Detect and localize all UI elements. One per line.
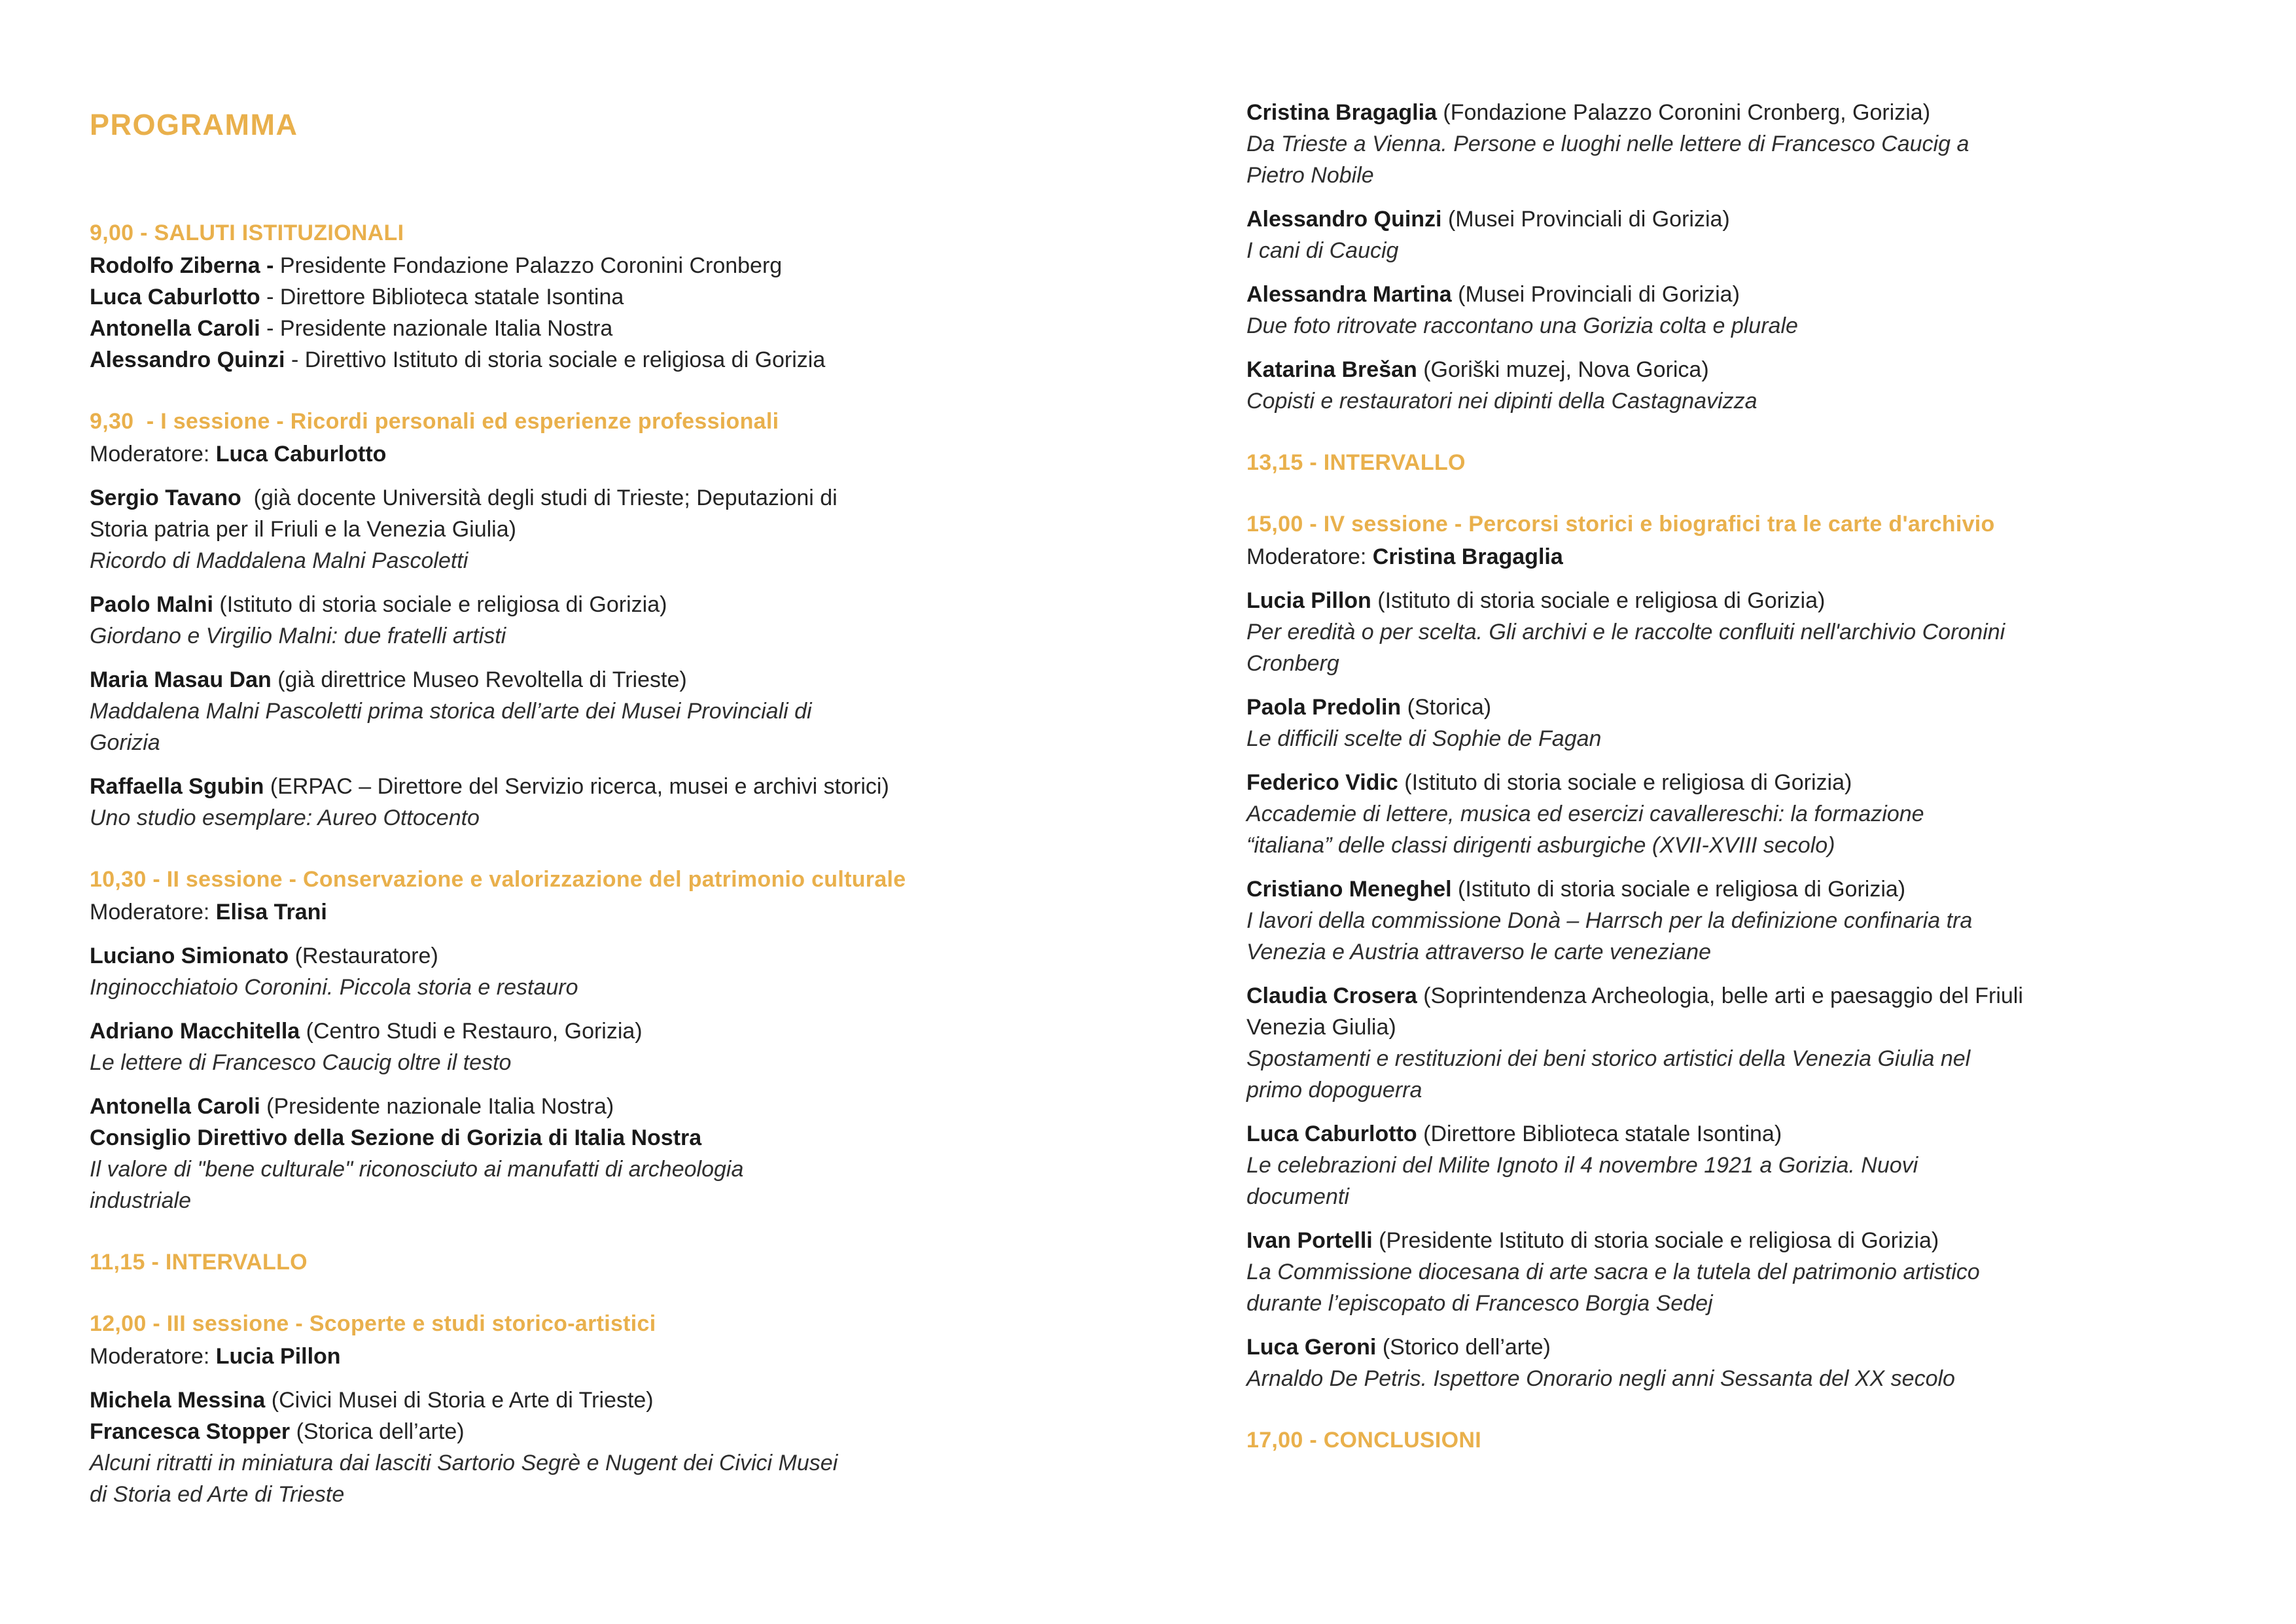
text-line [90, 1122, 1143, 1154]
speaker-name: Antonella Caroli [90, 316, 260, 341]
text-line [90, 727, 1143, 758]
affiliation-text: (ERPAC – Direttore del Servizio ricerca, musei e archivi storici) [264, 774, 889, 799]
greetings-list [90, 250, 1143, 376]
speaker-name: Alessandro Quinzi [1246, 207, 1442, 232]
text-line [1246, 310, 2296, 342]
moderator-name: Luca Caburlotto [215, 442, 387, 467]
talk-title: documenti [1246, 1184, 1349, 1209]
affiliation-text: (Istituto di storia sociale e religiosa di Gorizia) [1451, 877, 1906, 902]
speaker-name: Luca Geroni [1246, 1335, 1377, 1360]
text-line [1246, 616, 2296, 648]
session-label: 15,00 - IV sessione - Percorsi storici e biografici tra le carte d'archivio [1246, 512, 1995, 537]
speaker-entry [90, 664, 1143, 758]
text-line [90, 281, 1143, 313]
affiliation-text: Venezia Giulia) [1246, 1015, 1396, 1040]
speaker-name: Lucia Pillon [1246, 588, 1371, 613]
speaker-entry [90, 482, 1143, 576]
speaker-entry [1246, 1118, 2296, 1212]
text-line [90, 802, 1143, 834]
text-line [90, 1091, 1143, 1122]
text-line [1246, 980, 2296, 1012]
text-line [1246, 128, 2296, 160]
affiliation-text: (Storico dell’arte) [1376, 1335, 1551, 1360]
text-line [1246, 235, 2296, 266]
talk-title: Da Trieste a Vienna. Persone e luoghi nelle lettere di Francesco Caucig a [1246, 132, 1969, 156]
text-line [1246, 1074, 2296, 1106]
text-line [90, 1154, 1143, 1185]
affiliation-text: (Musei Provinciali di Gorizia) [1441, 207, 1730, 232]
affiliation-text: (Presidente Istituto di storia sociale e religiosa di Gorizia) [1372, 1228, 1939, 1253]
session-header [1246, 1424, 2296, 1456]
speaker-name: Francesca Stopper [90, 1419, 291, 1444]
session-label: 9,30 - I sessione - Ricordi personali ed esperienze professionali [90, 409, 779, 434]
moderator-line [1246, 541, 2296, 573]
talk-title: Le lettere di Francesco Caucig oltre il testo [90, 1050, 512, 1075]
text-line [1246, 541, 2296, 573]
text-line [90, 313, 1143, 344]
affiliation-text: - Presidente nazionale Italia Nostra [260, 316, 613, 341]
text-line [1246, 279, 2296, 310]
moderator-line [90, 438, 1143, 470]
text-line [90, 1185, 1143, 1216]
affiliation-text: (Soprintendenza Archeologia, belle arti e paesaggio del Friuli [1417, 983, 2023, 1008]
speaker-entry [1246, 1225, 2296, 1319]
text-line [90, 972, 1143, 1003]
text-line [1246, 1256, 2296, 1288]
speaker-name: Cristina Bragaglia [1246, 100, 1437, 125]
speaker-name: Antonella Caroli [90, 1094, 260, 1119]
affiliation-text: (Restauratore) [289, 944, 438, 968]
speaker-name: Cristiano Meneghel [1246, 877, 1452, 902]
talk-title: Il valore di "bene culturale" riconosciuto ai manufatti di archeologia [90, 1157, 744, 1182]
text-line [1246, 585, 2296, 616]
speaker-name: Luca Caburlotto [90, 285, 260, 309]
page-title: PROGRAMMA [90, 108, 298, 141]
moderator-name: Lucia Pillon [215, 1344, 341, 1369]
speaker-entry [90, 1385, 1143, 1510]
moderator-label: Moderatore: [90, 1344, 216, 1369]
speaker-name: Maria Masau Dan [90, 667, 272, 692]
text-line [90, 940, 1143, 972]
talk-title: I cani di Caucig [1246, 238, 1399, 263]
affiliation-text: Presidente Fondazione Palazzo Coronini Cronberg [279, 253, 783, 278]
speaker-name: Katarina Brešan [1246, 357, 1417, 382]
speaker-entry [1246, 203, 2296, 266]
speaker-entry [1246, 279, 2296, 342]
text-line [90, 664, 1143, 696]
talk-title: Per eredità o per scelta. Gli archivi e le raccolte confluiti nell'archivio Coronini [1246, 620, 2005, 644]
text-line [1246, 767, 2296, 798]
text-line [1246, 1424, 2296, 1456]
affiliation-text: (Fondazione Palazzo Coronini Cronberg, Gorizia) [1436, 100, 1931, 125]
session-label: 13,15 - INTERVALLO [1246, 450, 1466, 475]
text-line [1246, 874, 2296, 905]
affiliation-text: (Storica dell’arte) [290, 1419, 465, 1444]
text-line [90, 1308, 1143, 1339]
text-line [90, 896, 1143, 928]
talk-title: Le celebrazioni del Milite Ignoto il 4 novembre 1921 a Gorizia. Nuovi [1246, 1153, 1918, 1178]
talk-title: primo dopoguerra [1246, 1078, 1422, 1103]
text-line [90, 864, 1143, 895]
moderator-line [90, 1341, 1143, 1372]
text-line [1246, 798, 2296, 830]
session-header [90, 406, 1143, 437]
text-line [90, 545, 1143, 576]
talk-title: Uno studio esemplare: Aureo Ottocento [90, 805, 480, 830]
text-line [1246, 1363, 2296, 1394]
session-header [90, 1246, 1143, 1278]
speaker-name: Adriano Macchitella [90, 1019, 300, 1044]
session-label: 12,00 - III sessione - Scoperte e studi storico-artistici [90, 1311, 656, 1336]
session-header [1246, 447, 2296, 478]
moderator-name: Cristina Bragaglia [1372, 544, 1563, 569]
moderator-label: Moderatore: [90, 442, 216, 467]
program-column-right [1246, 97, 2296, 1456]
affiliation-text: Storia patria per il Friuli e la Venezia Giulia) [90, 517, 516, 542]
session-header [90, 864, 1143, 895]
text-line [1246, 508, 2296, 540]
session-label: 9,00 - SALUTI ISTITUZIONALI [90, 221, 404, 245]
text-line [90, 1447, 1143, 1479]
text-line [90, 1246, 1143, 1278]
affiliation-text: (Presidente nazionale Italia Nostra) [260, 1094, 614, 1119]
speaker-entry [1246, 980, 2296, 1106]
talk-title: durante l’episcopato di Francesco Borgia Sedej [1246, 1291, 1713, 1316]
talk-title: Le difficili scelte di Sophie de Fagan [1246, 726, 1602, 751]
text-line [1246, 385, 2296, 417]
text-line [90, 1047, 1143, 1078]
affiliation-text: (Istituto di storia sociale e religiosa di Gorizia) [1398, 770, 1852, 795]
affiliation-text: (Istituto di storia sociale e religiosa di Gorizia) [213, 592, 667, 617]
moderator-label: Moderatore: [1246, 544, 1373, 569]
session-label: 17,00 - CONCLUSIONI [1246, 1428, 1481, 1453]
talk-title: Maddalena Malni Pascoletti prima storica dell’arte dei Musei Provinciali di [90, 699, 812, 724]
talk-title: I lavori della commissione Donà – Harrsch per la definizione confinaria tra [1246, 908, 1973, 933]
text-line [90, 1385, 1143, 1416]
speaker-entry [1246, 354, 2296, 417]
text-line [1246, 830, 2296, 861]
text-line [1246, 354, 2296, 385]
speaker-entry [90, 1015, 1143, 1078]
talk-title: Cronberg [1246, 651, 1339, 676]
speaker-entry [90, 771, 1143, 834]
affiliation-text: (Centro Studi e Restauro, Gorizia) [300, 1019, 643, 1044]
text-line [90, 482, 1143, 514]
session-label: 11,15 - INTERVALLO [90, 1250, 308, 1275]
text-line [1246, 648, 2296, 679]
speaker-entry [1246, 874, 2296, 968]
text-line [90, 514, 1143, 545]
talk-title: industriale [90, 1188, 191, 1213]
speaker-name: Sergio Tavano [90, 485, 241, 510]
speaker-name: Alessandro Quinzi [90, 347, 285, 372]
speaker-entry [1246, 692, 2296, 754]
text-line [1246, 160, 2296, 191]
talk-title: “italiana” delle classi dirigenti asburgiche (XVII-XVIII secolo) [1246, 833, 1835, 858]
text-line [90, 620, 1143, 652]
text-line [90, 1479, 1143, 1510]
speaker-entry [1246, 767, 2296, 861]
affiliation-text: (Direttore Biblioteca statale Isontina) [1417, 1121, 1782, 1146]
affiliation-text: (già docente Università degli studi di Trieste; Deputazioni di [241, 485, 838, 510]
talk-title: Due foto ritrovate raccontano una Gorizia colta e plurale [1246, 313, 1798, 338]
text-line [90, 1015, 1143, 1047]
affiliation-text: (Civici Musei di Storia e Arte di Trieste) [265, 1388, 654, 1413]
moderator-label: Moderatore: [90, 900, 216, 925]
speaker-entry [1246, 1332, 2296, 1394]
speaker-name: Rodolfo Ziberna - [90, 253, 280, 278]
affiliation-text: - Direttore Biblioteca statale Isontina [260, 285, 624, 309]
speaker-name: Paola Predolin [1246, 695, 1402, 720]
speaker-entry [90, 589, 1143, 652]
text-line [90, 771, 1143, 802]
text-line [1246, 1012, 2296, 1043]
text-line [1246, 1150, 2296, 1181]
talk-title: Inginocchiatoio Coronini. Piccola storia e restauro [90, 975, 578, 1000]
affiliation-text: (Storica) [1401, 695, 1492, 720]
text-line [90, 1416, 1143, 1447]
talk-title: Ricordo di Maddalena Malni Pascoletti [90, 548, 468, 573]
talk-title: Alcuni ritratti in miniatura dai lasciti Sartorio Segrè e Nugent dei Civici Musei [90, 1451, 838, 1475]
text-line [90, 589, 1143, 620]
session-label: 10,30 - II sessione - Conservazione e valorizzazione del patrimonio culturale [90, 867, 906, 892]
speaker-name: Paolo Malni [90, 592, 213, 617]
text-line [90, 696, 1143, 727]
session-header [1246, 508, 2296, 540]
speaker-entry [90, 940, 1143, 1003]
talk-title: Pietro Nobile [1246, 163, 1374, 188]
speaker-name: Michela Messina [90, 1388, 266, 1413]
text-line [1246, 936, 2296, 968]
text-line [90, 438, 1143, 470]
text-line [1246, 1043, 2296, 1074]
talk-title: Gorizia [90, 730, 160, 755]
text-line [1246, 203, 2296, 235]
text-line [1246, 1332, 2296, 1363]
text-line [1246, 723, 2296, 754]
session-header [90, 217, 1143, 249]
text-line [1246, 1225, 2296, 1256]
talk-title: Copisti e restauratori nei dipinti della Castagnavizza [1246, 389, 1757, 414]
talk-title: Spostamenti e restituzioni dei beni storico artistici della Venezia Giulia nel [1246, 1046, 1971, 1071]
text-line [1246, 447, 2296, 478]
speaker-name: Claudia Crosera [1246, 983, 1417, 1008]
text-line [1246, 97, 2296, 128]
speaker-name: Alessandra Martina [1246, 282, 1452, 307]
text-line [90, 344, 1143, 376]
speaker-name: Federico Vidic [1246, 770, 1398, 795]
speaker-entry [90, 1091, 1143, 1216]
session-header [90, 1308, 1143, 1339]
moderator-name: Elisa Trani [215, 900, 327, 925]
text-line [90, 217, 1143, 249]
talk-title: Giordano e Virgilio Malni: due fratelli artisti [90, 624, 506, 648]
text-line [1246, 905, 2296, 936]
moderator-line [90, 896, 1143, 928]
program-column-left [90, 106, 1143, 1510]
text-line [1246, 1118, 2296, 1150]
affiliation-text: (Musei Provinciali di Gorizia) [1451, 282, 1740, 307]
talk-title: Accademie di lettere, musica ed esercizi cavallereschi: la formazione [1246, 802, 1924, 826]
speaker-name: Consiglio Direttivo della Sezione di Gorizia di Italia Nostra [90, 1125, 702, 1150]
affiliation-text: - Direttivo Istituto di storia sociale e religiosa di Gorizia [285, 347, 826, 372]
talk-title: La Commissione diocesana di arte sacra e la tutela del patrimonio artistico [1246, 1260, 1980, 1284]
affiliation-text: (Goriški muzej, Nova Gorica) [1417, 357, 1709, 382]
speaker-name: Ivan Portelli [1246, 1228, 1373, 1253]
affiliation-text: (Istituto di storia sociale e religiosa di Gorizia) [1371, 588, 1826, 613]
text-line [1246, 1181, 2296, 1212]
talk-title: di Storia ed Arte di Trieste [90, 1482, 345, 1507]
text-line [90, 1341, 1143, 1372]
text-line [1246, 692, 2296, 723]
text-line [1246, 1288, 2296, 1319]
speaker-entry [1246, 97, 2296, 191]
speaker-name: Raffaella Sgubin [90, 774, 264, 799]
text-line [90, 406, 1143, 437]
talk-title: Arnaldo De Petris. Ispettore Onorario negli anni Sessanta del XX secolo [1246, 1366, 1955, 1391]
affiliation-text: (già direttrice Museo Revoltella di Trieste) [271, 667, 687, 692]
talk-title: Venezia e Austria attraverso le carte veneziane [1246, 940, 1711, 964]
speaker-entry [1246, 585, 2296, 679]
speaker-name: Luca Caburlotto [1246, 1121, 1417, 1146]
text-line [90, 250, 1143, 281]
speaker-name: Luciano Simionato [90, 944, 289, 968]
